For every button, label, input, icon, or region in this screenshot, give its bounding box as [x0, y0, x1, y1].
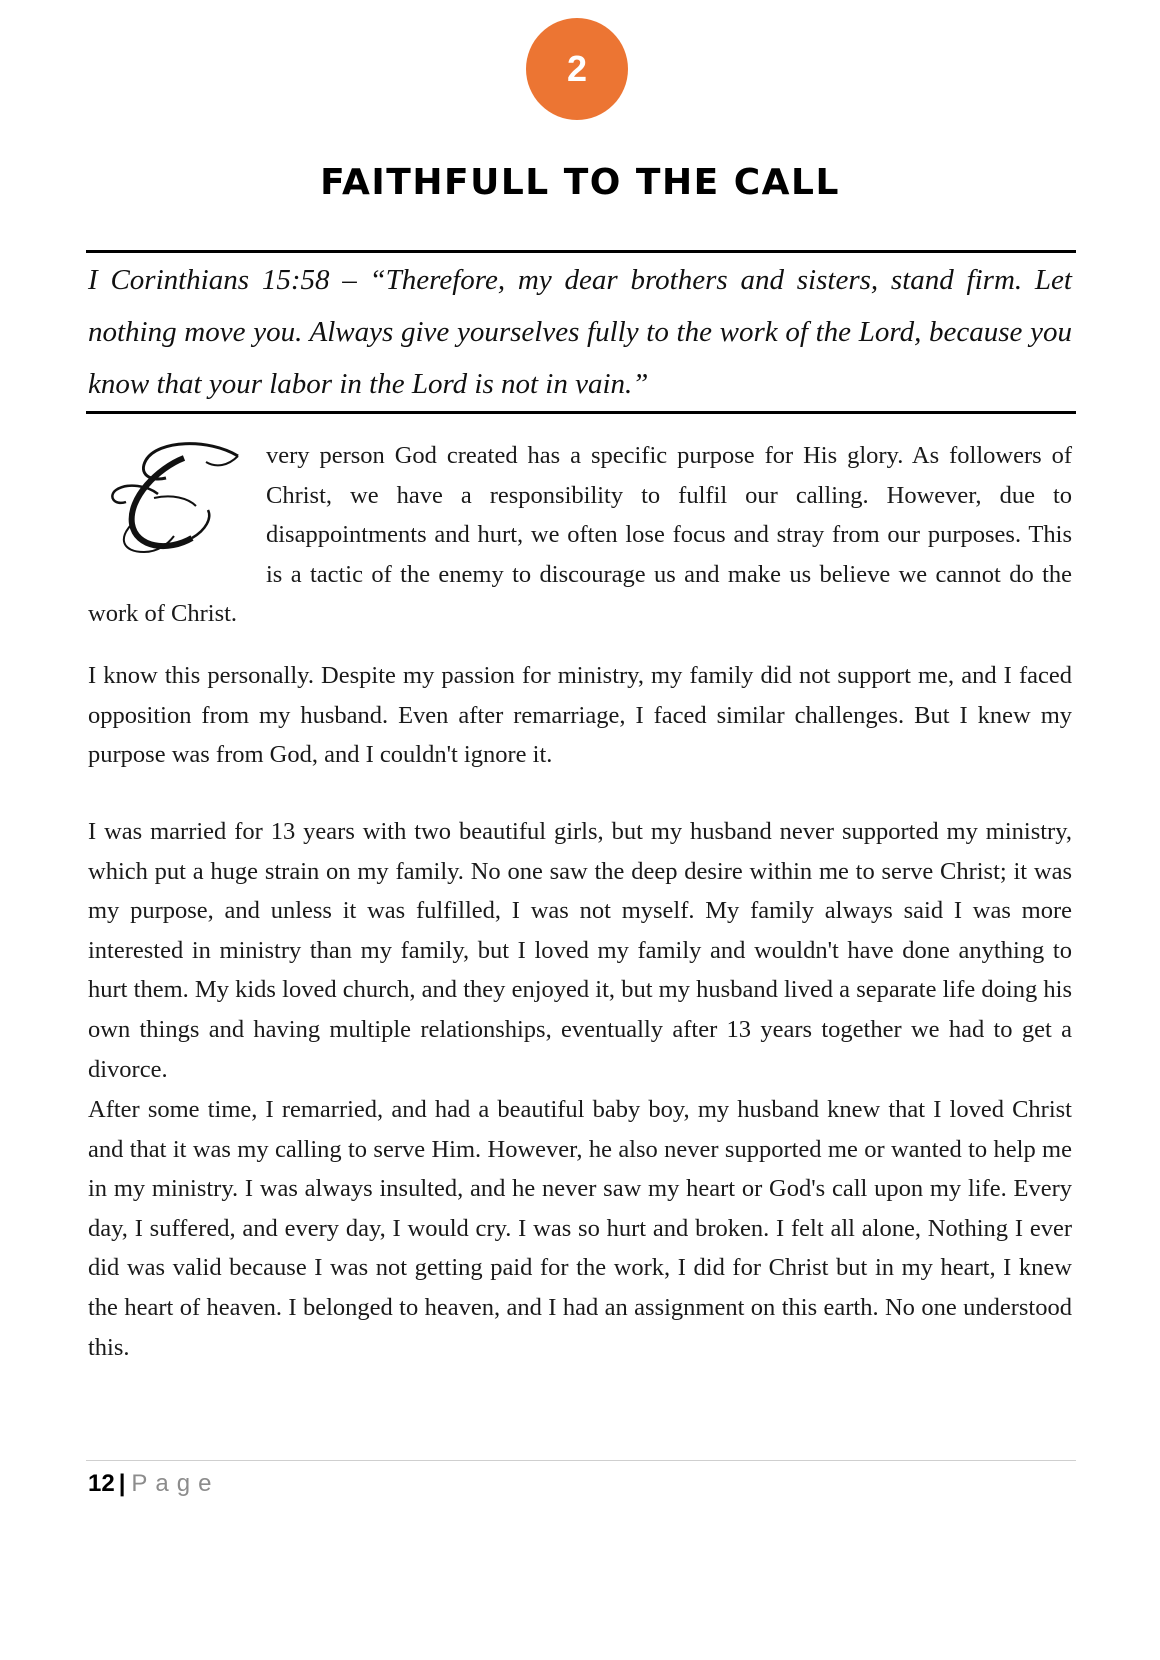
paragraph-4: After some time, I remarried, and had a beautiful baby boy, my husband knew that I loved Christ and that it was my calling to serve Him. However, he also never supported me or wanted to help me in my ministry. I was always insulted, and he never saw my heart or God's call upon my life. Every day, I suffered, and every day, I would cry. I was so hurt and broken. I felt all alone, Nothing I ever did was valid because I was not getting paid for the work, I did for Christ but in my heart, I knew the heart of heaven. I belonged to heaven, and I had an assignment on this earth. No one understood this. [88, 1096, 1072, 1361]
page-footer [88, 1468, 219, 1500]
chapter-title: FAITHFULL TO THE CALL [320, 162, 840, 203]
dropcap-letter-e [88, 438, 266, 556]
page-number: 12 [88, 1470, 115, 1497]
paragraph-2: I know this personally. Despite my passion for ministry, my family did not support me, and I faced opposition from my husband. Even after remarriage, I faced similar challenges. But I knew my purpose was from God, and I couldn't ignore it. [88, 662, 1072, 769]
scripture-quote: I Corinthians 15:58 – “Therefore, my dear brothers and sisters, stand firm. Let nothing move you. Always give yourselves fully to the work of the Lord, because you know that your labor in the Lord is not in vain.” [88, 264, 1072, 400]
chapter-number: 2 [566, 48, 588, 89]
page-label: Page [131, 1470, 220, 1497]
scripture-top-rule [86, 250, 1076, 253]
intro-paragraph-text: very person God created has a specific purpose for His glory. As followers of Christ, we have a responsibility to fulfil our calling. However, due to disappointments and hurt, we often lose focus and stray from our purposes. This is a tactic of the enemy to discourage us and make us believe we cannot do the work of Christ. [88, 442, 1072, 628]
footer-separator: | [118, 1470, 126, 1497]
chapter-number-badge [526, 18, 628, 120]
intro-paragraph [88, 436, 1072, 634]
scripture-bottom-rule [86, 411, 1076, 414]
footer-divider [86, 1460, 1076, 1461]
paragraph-3: I was married for 13 years with two beautiful girls, but my husband never supported my ministry, which put a huge strain on my family. No one saw the deep desire within me to serve Christ; it was my purpose, and unless it was fulfilled, I was not myself. My family always said I was more interested in ministry than my family, but I loved my family and wouldn't have done anything to hurt them. My kids loved church, and they enjoyed it, but my husband lived a separate life doing his own things and having multiple relationships, eventually after 13 years together we had to get a divorce. [88, 818, 1072, 1083]
